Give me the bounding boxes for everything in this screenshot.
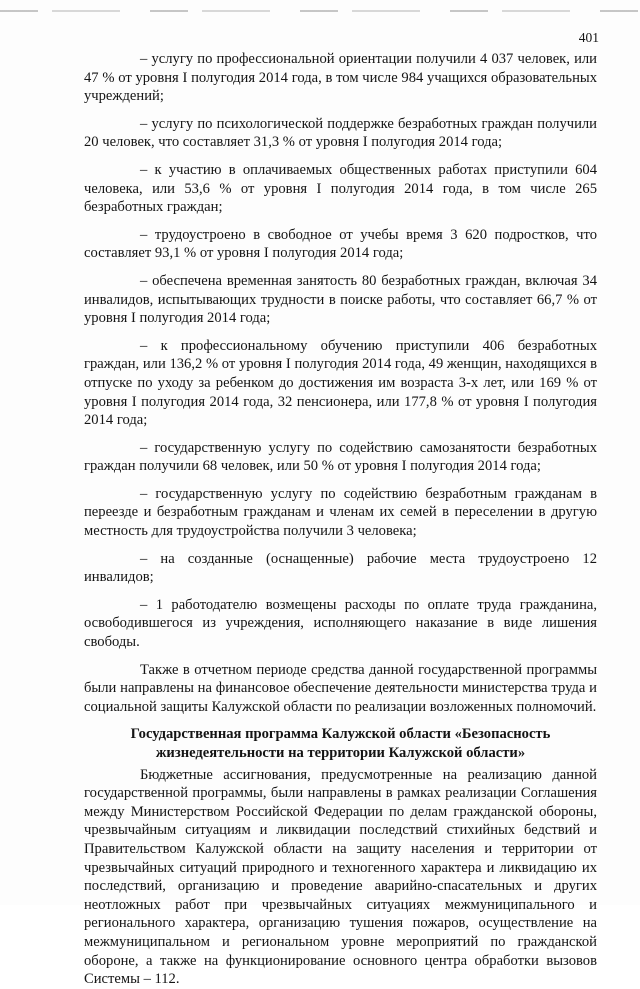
- list-item-career-guidance: – услугу по профессиональной ориентации получили 4 037 человек, или 47 % от уровня I полугодия 2014 года, в том числе 984 учащихся образовательных учреждений;: [84, 51, 597, 105]
- page-body: [84, 50, 597, 989]
- list-item-psychological-support: – услугу по психологической поддержке безработных граждан получили 20 человек, что составляет 31,3 % от уровня I полугодия 2014 года;: [84, 115, 597, 151]
- list-item-employer-reimbursement: – 1 работодателю возмещены расходы по оплате труда гражданина, освободившегося из учреждения, исполняющего наказание в виде лишения свободы.: [84, 596, 597, 651]
- page-number: 401: [578, 30, 599, 45]
- paragraph-program-funding: Также в отчетном периоде средства данной государственной программы были направлены на финансовое обеспечение деятельности министерства труда и социальной защиты Калужской области по реализации возложенных полномочий.: [84, 661, 597, 715]
- list-item-disabled-workplaces: – на созданные (оснащенные) рабочие места трудоустроено 12 инвалидов;: [84, 550, 597, 586]
- list-item-vocational-training: – к профессиональному обучению приступили 406 безработных граждан, или 136,2 % от уровня I полугодия 2014 года, 49 женщин, находящихся в отпуске по уходу за ребенком до достижения им возраста 3-х лет, или 169 % от уровня I полугодия 2014 года, 32 пенсионера, или 177,8 % от уровня I полугодия 2014 года;: [84, 337, 597, 429]
- paragraph-budget-allocations: Бюджетные ассигнования, предусмотренные на реализацию данной государственной программы, были направлены в рамках реализации Соглашения между Министерством Российской Федерации по делам гражданской обороны, чрезвычайным ситуациям и ликвидации последствий стихийных бедствий и Правительством Калужской области на защиту населения и территории от чрезвычайных ситуаций природного и техногенного характера и ликвидацию их последствий, организацию и проведение аварийно-спасательных и других неотложных работ при чрезвычайных ситуациях межмуниципального и регионального характера, организацию тушения пожаров, осуществление на межмуниципальном и региональном уровне мероприятий по гражданской обороне, а также на функционирование основного центра обработки вызовов Системы – 112.: [84, 766, 597, 988]
- list-item-self-employment: – государственную услугу по содействию самозанятости безработных граждан получили 68 человек, или 50 % от уровня I полугодия 2014 года;: [84, 439, 597, 475]
- list-item-temporary-employment: – обеспечена временная занятость 80 безработных граждан, включая 34 инвалидов, испытывающих трудности в поиске работы, что составляет 66,7 % от уровня I полугодия 2014 года;: [84, 272, 597, 327]
- list-item-public-works: – к участию в оплачиваемых общественных работах приступили 604 человека, или 53,6 % от уровня I полугодия 2014 года, в том числе 265 безработных граждан;: [84, 161, 597, 216]
- list-item-teen-employment: – трудоустроено в свободное от учебы время 3 620 подростков, что составляет 93,1 % от уровня I полугодия 2014 года;: [84, 226, 597, 262]
- scan-artifact-line: [0, 10, 640, 12]
- section-heading: Государственная программа Калужской области «Безопасность жизнедеятельности на территории Калужской области»: [130, 726, 551, 761]
- list-item-relocation: – государственную услугу по содействию безработным гражданам в переезде и безработным гражданам и членам их семей в переселении в другую местность для трудоустройства получили 3 человека;: [84, 485, 597, 540]
